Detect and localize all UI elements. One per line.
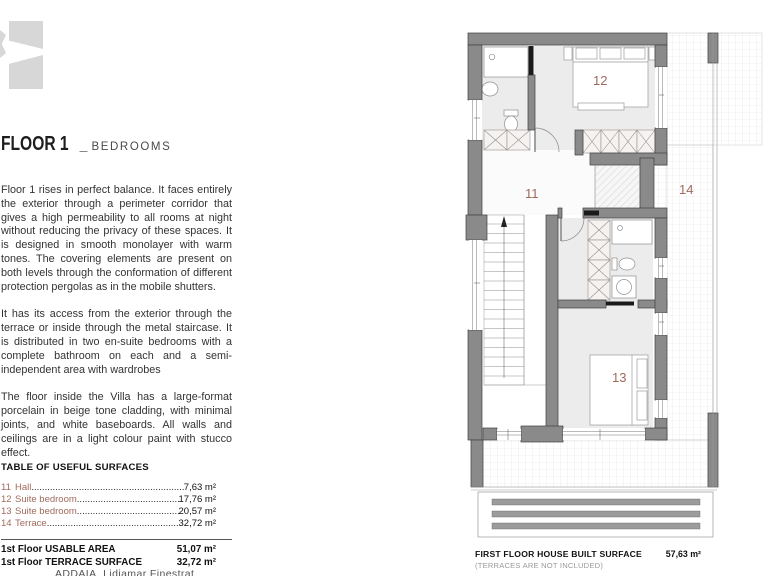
room-area: 32,72 m² [178,518,216,529]
room-area: 17,76 m² [178,494,216,505]
dot-leader [77,494,179,505]
room-label-suite-12: 12 [593,73,608,88]
sink [482,82,498,96]
page-title-main: FLOOR 1 [1,132,69,155]
surfaces-table-heading: TABLE OF USEFUL SURFACES [1,462,149,473]
total-value: 51,07 m² [176,544,216,555]
room-number: 12 [1,494,12,505]
plan-caption [475,549,701,570]
pergola [478,492,713,537]
logo-square-bottom [9,55,43,89]
page-title-sub: BEDROOMS [91,141,172,153]
dot-leader [77,506,179,517]
room-name: Suite bedroom [15,506,77,517]
room-number: 13 [1,506,12,517]
surfaces-table [1,462,216,569]
paragraph-1: Floor 1 rises in perfect balance. It faces entirely the exterior through a perimeter corridor that gives a high permeability to all rooms at night without reducing the privacy of these spaces. It is designed in smooth monolayer with warm tones. The covering elements are present on both levels through the conformation of different protection pergolas as in the mobile shutters. [1,184,232,293]
logo-arrow-shape [0,30,6,58]
sliding-door [606,302,634,306]
bed-13 [590,355,648,425]
room-label-suite-13: 13 [612,370,627,385]
plan-caption-note: (TERRACES ARE NOT INCLUDED) [475,561,604,570]
dot-leader [47,518,179,529]
total-value: 32,72 m² [176,556,216,568]
paragraph-3: The floor inside the Villa has a large-format porcelain in beige tone cladding, with minimal joints, and white baseboards. All walls and ceilings are in a light colour paint with stucco effect. [1,391,232,459]
sink [617,280,632,295]
shower-tray [612,220,652,244]
room-name: Hall [15,482,32,493]
room-name: Terrace [15,518,47,529]
total-label: 1st Floor TERRACE SURFACE [1,556,142,568]
room-name: Suite bedroom [15,494,77,505]
room-number: 14 [1,518,12,529]
floor-plan [458,18,768,570]
pocket-door [584,211,599,216]
toilet-tank [612,258,617,270]
project-name: ADDAIA. Lidiamar Finestrat [55,568,195,576]
room-number: 11 [1,482,11,493]
page-title-separator: _ [79,137,88,153]
total-row [1,544,216,557]
table-row [1,506,216,518]
room-label-hall: 11 [525,186,539,201]
logo-square-top [9,21,43,49]
plan-caption-title: FIRST FLOOR HOUSE BUILT SURFACE [475,549,642,559]
toilet [619,258,635,270]
pocket-door [529,46,534,75]
totals-divider [1,539,232,540]
table-row [1,494,216,506]
table-row [1,518,216,530]
brand-logo [0,13,48,93]
page-title [1,133,171,156]
bed-12 [564,47,655,110]
description-text [1,184,232,474]
plan-caption-value: 57,63 m² [665,549,701,559]
dot-leader [31,482,183,493]
room-area: 7,63 m² [183,482,216,493]
toilet [505,116,518,132]
shower-tray [484,47,528,77]
room-area: 20,57 m² [178,506,216,517]
glazed-shutter [595,160,640,210]
paragraph-2: It has its access from the exterior through the terrace or inside through the metal staircase. It is distributed in two en-suite bedrooms with a complete bathroom on each and a semi-independent area with wardrobes [1,308,232,376]
room-label-terrace: 14 [679,182,694,197]
table-row [1,482,216,494]
total-label: 1st Floor USABLE AREA [1,544,116,555]
toilet-tank [504,110,518,116]
